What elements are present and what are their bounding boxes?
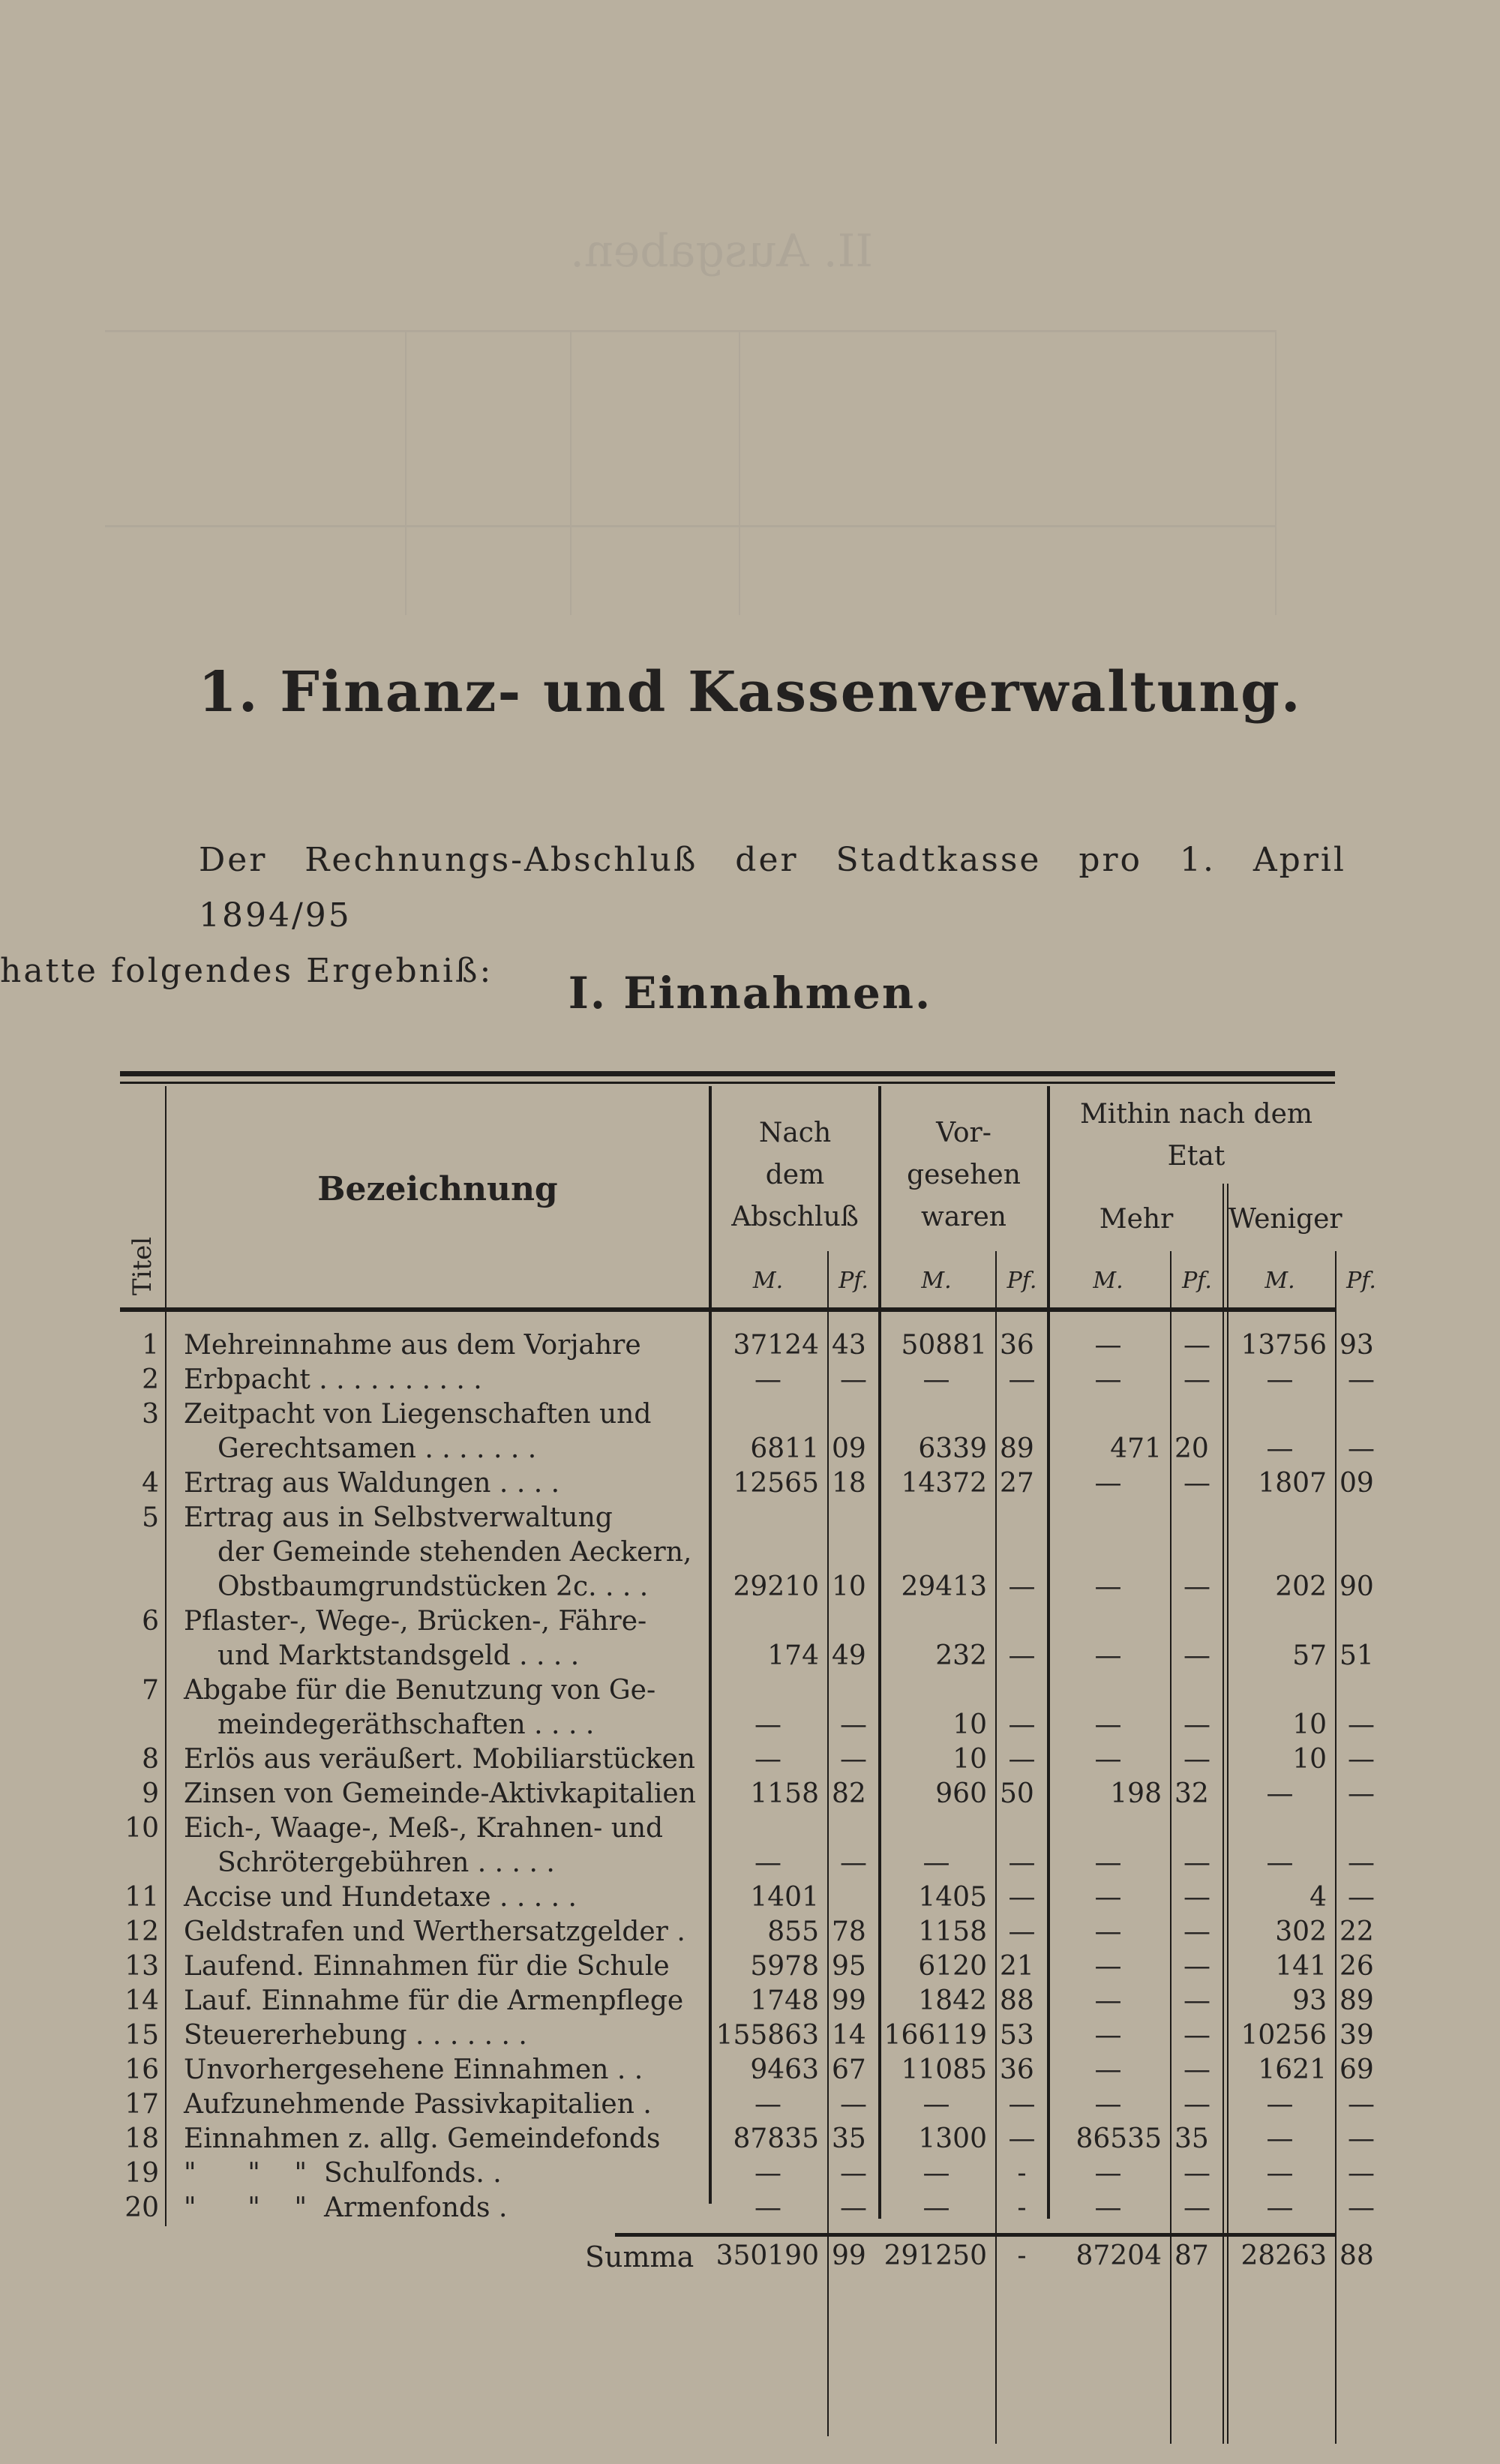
- header-mehr: Mehr: [1099, 1204, 1174, 1235]
- mehr-mark-cell: —: [1094, 2089, 1122, 2120]
- vorgesehen-pfennig-cell: —: [1008, 1882, 1036, 1913]
- weniger-pfennig-cell: 90: [1340, 1571, 1374, 1602]
- row-description-line: " " " Armenfonds .: [184, 2192, 508, 2223]
- row-description-line: der Gemeinde stehenden Aeckern,: [218, 1537, 692, 1568]
- vorgesehen-mark-cell: —: [922, 1847, 950, 1878]
- mehr-pfennig-cell: —: [1184, 1640, 1210, 1671]
- bleed-vline: [405, 330, 406, 615]
- abschluss-pfennig-cell: 43: [832, 1330, 866, 1361]
- weniger-mark-cell: —: [1266, 1433, 1294, 1464]
- abschluss-mark-cell: 37124: [733, 1330, 819, 1361]
- vorgesehen-pfennig-cell: —: [1008, 1709, 1036, 1740]
- weniger-pfennig-cell: 93: [1340, 1330, 1374, 1361]
- header-titel: Titel: [128, 1236, 158, 1296]
- vorgesehen-pfennig-cell: -: [1017, 2192, 1027, 2223]
- weniger-mark-cell: 10256: [1240, 2020, 1327, 2051]
- weniger-pfennig-cell: 69: [1340, 2054, 1374, 2085]
- unit-mark-weniger: M.: [1264, 1268, 1295, 1294]
- unit-pfennig-weniger: Pf.: [1346, 1268, 1376, 1294]
- vorgesehen-pfennig-cell: —: [1008, 1916, 1036, 1947]
- unit-mark-vorgesehen: M.: [921, 1268, 952, 1294]
- abschluss-mark-cell: —: [754, 2192, 782, 2223]
- weniger-mark-cell: 4: [1310, 1882, 1327, 1913]
- abschluss-mark-cell: 1748: [750, 1985, 819, 2016]
- row-titel-number: 14: [124, 1985, 159, 2016]
- row-description-line: Einnahmen z. allg. Gemeindefonds: [184, 2123, 661, 2154]
- row-titel-number: 5: [142, 1502, 159, 1533]
- mehr-pfennig-cell: —: [1184, 2192, 1210, 2223]
- vorgesehen-mark-cell: 166119: [884, 2020, 987, 2051]
- vorgesehen-mark-cell: 1842: [918, 1985, 987, 2016]
- weniger-mark-cell: 10: [1292, 1709, 1327, 1740]
- row-description-line: Abgabe für die Benutzung von Ge-: [184, 1675, 656, 1706]
- mehr-pfennig-cell: —: [1184, 1571, 1210, 1602]
- vorgesehen-mark-cell: 14372: [901, 1468, 987, 1499]
- abschluss-mark-cell: —: [754, 1847, 782, 1878]
- mehr-pfennig-cell: —: [1184, 1364, 1210, 1395]
- weniger-pfennig-cell: —: [1348, 1744, 1375, 1775]
- mehr-pfennig-cell: 20: [1174, 1433, 1209, 1464]
- summa-label: Summa: [585, 2240, 694, 2273]
- header-bottom-rule: [120, 1307, 1335, 1312]
- row-titel-number: 16: [124, 2054, 159, 2085]
- abschluss-pfennig-cell: —: [840, 1744, 867, 1775]
- abschluss-mark-cell: 174: [767, 1640, 819, 1671]
- abschluss-mark-cell: 350190: [716, 2240, 819, 2271]
- bleed-vline: [1275, 330, 1276, 615]
- header-vorgesehen: Vor- gesehen waren: [907, 1118, 1021, 1232]
- row-description-line: Unvorhergesehene Einnahmen . .: [184, 2054, 644, 2085]
- weniger-pfennig-cell: —: [1348, 1778, 1375, 1809]
- bleed-through: [0, 0, 1500, 630]
- row-titel-number: 12: [124, 1916, 159, 1947]
- mehr-mark-cell: —: [1094, 1847, 1122, 1878]
- weniger-mark-cell: 10: [1292, 1744, 1327, 1775]
- abschluss-mark-cell: 855: [767, 1916, 819, 1947]
- weniger-pfennig-cell: —: [1348, 1847, 1375, 1878]
- weniger-pfennig-cell: —: [1348, 1364, 1375, 1395]
- vline-mehr-a: [1222, 1184, 1224, 2444]
- header-mithin: Mithin nach dem Etat: [1079, 1099, 1313, 1172]
- row-description-line: Erlös aus veräußert. Mobiliarstücken: [184, 1744, 695, 1775]
- vorgesehen-pfennig-cell: -: [1017, 2158, 1027, 2189]
- weniger-mark-cell: 302: [1275, 1916, 1327, 1947]
- abschluss-pfennig-cell: —: [840, 2089, 867, 2120]
- abschluss-mark-cell: —: [754, 1364, 782, 1395]
- mehr-pfennig-cell: —: [1184, 2158, 1210, 2189]
- vorgesehen-pfennig-cell: —: [1008, 1847, 1036, 1878]
- row-description-line: und Marktstandsgeld . . . .: [218, 1640, 580, 1671]
- mehr-mark-cell: —: [1094, 1882, 1122, 1913]
- abschluss-mark-cell: 5978: [750, 1951, 819, 1982]
- row-description-line: Obstbaumgrundstücken 2c. . . .: [218, 1571, 649, 1602]
- vorgesehen-pfennig-cell: 53: [1000, 2020, 1034, 2051]
- abschluss-mark-cell: 29210: [733, 1571, 819, 1602]
- abschluss-pfennig-cell: —: [840, 1364, 867, 1395]
- row-titel-number: 4: [142, 1468, 159, 1499]
- vorgesehen-mark-cell: 1300: [918, 2123, 987, 2154]
- intro-line-1: Der Rechnungs-Abschluß der Stadtkasse pro 1. April 1894/95: [199, 841, 1346, 935]
- weniger-mark-cell: —: [1266, 1778, 1294, 1809]
- weniger-pfennig-cell: 89: [1340, 1985, 1374, 2016]
- vorgesehen-mark-cell: 291250: [884, 2240, 987, 2271]
- summa-rule: [615, 2233, 1335, 2237]
- weniger-mark-cell: —: [1266, 2123, 1294, 2154]
- row-description-line: " " " Schulfonds. .: [184, 2158, 502, 2189]
- mehr-mark-cell: —: [1094, 2158, 1122, 2189]
- vorgesehen-mark-cell: 960: [935, 1778, 987, 1809]
- mehr-mark-cell: 86535: [1076, 2123, 1162, 2154]
- row-description-line: Geldstrafen und Werthersatzgelder .: [184, 1916, 686, 1947]
- weniger-pfennig-cell: 39: [1340, 2020, 1374, 2051]
- weniger-pfennig-cell: 22: [1340, 1916, 1374, 1947]
- mehr-pfennig-cell: —: [1184, 2020, 1210, 2051]
- weniger-mark-cell: 57: [1292, 1640, 1327, 1671]
- vorgesehen-pfennig-cell: —: [1008, 1364, 1036, 1395]
- row-titel-number: 6: [142, 1606, 159, 1637]
- vorgesehen-pfennig-cell: 36: [1000, 1330, 1034, 1361]
- mehr-pfennig-cell: —: [1184, 1951, 1210, 1982]
- bleed-vline: [739, 330, 740, 615]
- bleed-rule: [105, 525, 1275, 527]
- abschluss-pfennig-cell: —: [840, 1709, 867, 1740]
- row-description-line: Zeitpacht von Liegenschaften und: [184, 1399, 652, 1430]
- weniger-pfennig-cell: —: [1348, 1709, 1375, 1740]
- vorgesehen-mark-cell: 6120: [918, 1951, 987, 1982]
- bleed-rule: [105, 330, 1275, 332]
- mehr-pfennig-cell: —: [1184, 1847, 1210, 1878]
- abschluss-pfennig-cell: 99: [832, 1985, 866, 2016]
- mehr-pfennig-cell: —: [1184, 2089, 1210, 2120]
- abschluss-pfennig-cell: 10: [832, 1571, 866, 1602]
- abschluss-mark-cell: —: [754, 2158, 782, 2189]
- vorgesehen-mark-cell: 50881: [901, 1330, 987, 1361]
- income-table: [120, 1071, 1376, 2273]
- vorgesehen-pfennig-cell: —: [1008, 2123, 1036, 2154]
- top-rule-thin: [120, 1082, 1335, 1084]
- row-titel-number: 11: [124, 1882, 159, 1913]
- vorgesehen-pfennig-cell: 88: [1000, 1985, 1034, 2016]
- mehr-mark-cell: —: [1094, 1330, 1122, 1361]
- weniger-mark-cell: 13756: [1240, 1330, 1327, 1361]
- mehr-mark-cell: —: [1094, 2020, 1122, 2051]
- weniger-mark-cell: —: [1266, 1847, 1294, 1878]
- mehr-pfennig-cell: —: [1184, 1882, 1210, 1913]
- mehr-mark-cell: —: [1094, 1709, 1122, 1740]
- vorgesehen-pfennig-cell: 36: [1000, 2054, 1034, 2085]
- page-heading: 1. Finanz- und Kassenverwaltung.: [198, 660, 1302, 725]
- row-titel-number: 20: [124, 2192, 159, 2223]
- abschluss-mark-cell: 155863: [716, 2020, 819, 2051]
- vorgesehen-pfennig-cell: -: [1017, 2240, 1027, 2271]
- mehr-pfennig-cell: —: [1184, 2054, 1210, 2085]
- weniger-pfennig-cell: 26: [1340, 1951, 1374, 1982]
- row-titel-number: 9: [142, 1778, 159, 1809]
- section-title: I. Einnahmen.: [568, 968, 932, 1019]
- bleed-vline: [570, 330, 572, 615]
- mehr-mark-cell: 87204: [1076, 2240, 1162, 2271]
- row-description-line: Accise und Hundetaxe . . . . .: [184, 1882, 578, 1913]
- row-description-line: Lauf. Einnahme für die Armenpflege: [184, 1985, 684, 2016]
- mehr-mark-cell: —: [1094, 1744, 1122, 1775]
- vorgesehen-pfennig-cell: —: [1008, 1571, 1036, 1602]
- mehr-pfennig-cell: —: [1184, 1468, 1210, 1499]
- vorgesehen-pfennig-cell: —: [1008, 1744, 1036, 1775]
- mehr-pfennig-cell: —: [1184, 1916, 1210, 1947]
- abschluss-mark-cell: 1158: [750, 1778, 819, 1809]
- abschluss-mark-cell: —: [754, 1744, 782, 1775]
- row-description-line: Ertrag aus in Selbstverwaltung: [184, 1502, 613, 1533]
- mehr-mark-cell: 198: [1110, 1778, 1162, 1809]
- mehr-mark-cell: 471: [1110, 1433, 1162, 1464]
- weniger-mark-cell: 28263: [1240, 2240, 1327, 2271]
- unit-pfennig-abschluss: Pf.: [838, 1268, 868, 1294]
- row-description-line: Mehreinnahme aus dem Vorjahre: [184, 1330, 641, 1361]
- row-titel-number: 8: [142, 1744, 159, 1775]
- row-titel-number: 15: [124, 2020, 159, 2051]
- abschluss-pfennig-cell: —: [840, 2192, 867, 2223]
- row-titel-number: 13: [124, 1951, 159, 1982]
- abschluss-pfennig-cell: 35: [832, 2123, 866, 2154]
- row-titel-number: 10: [124, 1813, 159, 1844]
- mehr-mark-cell: —: [1094, 1468, 1122, 1499]
- vline-titel: [165, 1086, 166, 2226]
- vorgesehen-mark-cell: 1405: [918, 1882, 987, 1913]
- row-description-line: Pflaster-, Wege-, Brücken-, Fähre-: [184, 1606, 647, 1637]
- row-titel-number: 19: [124, 2158, 159, 2189]
- row-description-line: Ertrag aus Waldungen . . . .: [184, 1468, 560, 1499]
- abschluss-pfennig-cell: 14: [832, 2020, 866, 2051]
- weniger-pfennig-cell: —: [1348, 1433, 1375, 1464]
- abschluss-pfennig-cell: 09: [832, 1433, 866, 1464]
- row-description-line: Aufzunehmende Passivkapitalien .: [184, 2089, 652, 2120]
- vorgesehen-pfennig-cell: 27: [1000, 1468, 1034, 1499]
- vorgesehen-mark-cell: —: [922, 2192, 950, 2223]
- abschluss-mark-cell: 1401: [750, 1882, 819, 1913]
- weniger-mark-cell: 202: [1275, 1571, 1327, 1602]
- row-description-line: Steuererhebung . . . . . . .: [184, 2020, 527, 2051]
- vorgesehen-mark-cell: 1158: [918, 1916, 987, 1947]
- vorgesehen-pfennig-cell: 21: [1000, 1951, 1034, 1982]
- row-description-line: Laufend. Einnahmen für die Schule: [184, 1951, 670, 1982]
- mehr-pfennig-cell: —: [1184, 1330, 1210, 1361]
- weniger-pfennig-cell: 09: [1340, 1468, 1374, 1499]
- weniger-mark-cell: —: [1266, 2192, 1294, 2223]
- vorgesehen-mark-cell: —: [922, 2089, 950, 2120]
- mehr-pfennig-cell: —: [1184, 1985, 1210, 2016]
- row-titel-number: 3: [142, 1399, 159, 1430]
- abschluss-mark-cell: 9463: [750, 2054, 819, 2085]
- weniger-mark-cell: —: [1266, 2158, 1294, 2189]
- weniger-pfennig-cell: —: [1348, 2123, 1375, 2154]
- mehr-pfennig-cell: 35: [1174, 2123, 1209, 2154]
- row-description-line: meindegeräthschaften . . . .: [218, 1709, 595, 1740]
- mehr-mark-cell: —: [1094, 2054, 1122, 2085]
- abschluss-mark-cell: 6811: [750, 1433, 819, 1464]
- vorgesehen-mark-cell: 10: [952, 1709, 987, 1740]
- unit-pfennig-mehr: Pf.: [1182, 1268, 1212, 1294]
- intro-line-2: hatte folgendes Ergebniß:: [0, 952, 494, 990]
- abschluss-pfennig-cell: 18: [832, 1468, 866, 1499]
- header-bezeichnung: Bezeichnung: [317, 1170, 558, 1208]
- mehr-mark-cell: —: [1094, 2192, 1122, 2223]
- mehr-mark-cell: —: [1094, 1985, 1122, 2016]
- weniger-pfennig-cell: —: [1348, 2158, 1375, 2189]
- header-abschluss: Nach dem Abschluß: [731, 1118, 859, 1232]
- abschluss-mark-cell: 87835: [733, 2123, 819, 2154]
- vorgesehen-pfennig-cell: —: [1008, 1640, 1036, 1671]
- vorgesehen-pfennig-cell: 89: [1000, 1433, 1034, 1464]
- mehr-mark-cell: —: [1094, 1640, 1122, 1671]
- mehr-mark-cell: —: [1094, 1364, 1122, 1395]
- unit-pfennig-vorgesehen: Pf.: [1006, 1268, 1037, 1294]
- header-weniger: Weniger: [1228, 1204, 1342, 1235]
- row-description-line: Gerechtsamen . . . . . . .: [218, 1433, 537, 1464]
- abschluss-mark-cell: —: [754, 1709, 782, 1740]
- mehr-pfennig-cell: 32: [1174, 1778, 1209, 1809]
- mehr-pfennig-cell: 87: [1174, 2240, 1209, 2271]
- vorgesehen-mark-cell: 29413: [901, 1571, 987, 1602]
- weniger-mark-cell: —: [1266, 1364, 1294, 1395]
- row-description-line: Eich-, Waage-, Meß-, Krahnen- und: [184, 1813, 664, 1844]
- abschluss-pfennig-cell: 82: [832, 1778, 866, 1809]
- weniger-mark-cell: 141: [1275, 1951, 1327, 1982]
- vorgesehen-mark-cell: —: [922, 2158, 950, 2189]
- row-description-line: Zinsen von Gemeinde-Aktivkapitalien: [184, 1778, 696, 1809]
- bleed-through-title: II. Ausgaben.: [570, 225, 874, 278]
- unit-mark-abschluss: M.: [752, 1268, 784, 1294]
- weniger-pfennig-cell: 51: [1340, 1640, 1374, 1671]
- weniger-pfennig-cell: —: [1348, 1882, 1375, 1913]
- unit-mark-mehr: M.: [1093, 1268, 1124, 1294]
- abschluss-pfennig-cell: 99: [832, 2240, 866, 2271]
- weniger-mark-cell: 93: [1292, 1985, 1327, 2016]
- mehr-mark-cell: —: [1094, 1571, 1122, 1602]
- weniger-mark-cell: —: [1266, 2089, 1294, 2120]
- abschluss-pfennig-cell: —: [840, 1847, 867, 1878]
- vorgesehen-mark-cell: 10: [952, 1744, 987, 1775]
- vorgesehen-mark-cell: 11085: [901, 2054, 987, 2085]
- weniger-pfennig-cell: —: [1348, 2192, 1375, 2223]
- abschluss-pfennig-cell: 78: [832, 1916, 866, 1947]
- abschluss-pfennig-cell: 49: [832, 1640, 866, 1671]
- row-titel-number: 7: [142, 1675, 159, 1706]
- vorgesehen-pfennig-cell: 50: [1000, 1778, 1034, 1809]
- abschluss-pfennig-cell: —: [840, 2158, 867, 2189]
- mehr-mark-cell: —: [1094, 1916, 1122, 1947]
- row-titel-number: 18: [124, 2123, 159, 2154]
- mehr-pfennig-cell: —: [1184, 1709, 1210, 1740]
- row-titel-number: 2: [142, 1364, 159, 1395]
- abschluss-mark-cell: 12565: [733, 1468, 819, 1499]
- vorgesehen-mark-cell: 232: [935, 1640, 987, 1671]
- abschluss-mark-cell: —: [754, 2089, 782, 2120]
- abschluss-pfennig-cell: 95: [832, 1951, 866, 1982]
- weniger-mark-cell: 1621: [1258, 2054, 1327, 2085]
- abschluss-pfennig-cell: 67: [832, 2054, 866, 2085]
- vorgesehen-mark-cell: —: [922, 1364, 950, 1395]
- vorgesehen-mark-cell: 6339: [918, 1433, 987, 1464]
- vorgesehen-pfennig-cell: —: [1008, 2089, 1036, 2120]
- row-description-line: Schrötergebühren . . . . .: [218, 1847, 555, 1878]
- mehr-mark-cell: —: [1094, 1951, 1122, 1982]
- row-titel-number: 1: [142, 1330, 159, 1361]
- weniger-pfennig-cell: 88: [1340, 2240, 1374, 2271]
- row-description-line: Erbpacht . . . . . . . . . .: [184, 1364, 482, 1395]
- top-rule-thick: [120, 1071, 1335, 1076]
- row-titel-number: 17: [124, 2089, 159, 2120]
- mehr-pfennig-cell: —: [1184, 1744, 1210, 1775]
- weniger-mark-cell: 1807: [1258, 1468, 1327, 1499]
- weniger-pfennig-cell: —: [1348, 2089, 1375, 2120]
